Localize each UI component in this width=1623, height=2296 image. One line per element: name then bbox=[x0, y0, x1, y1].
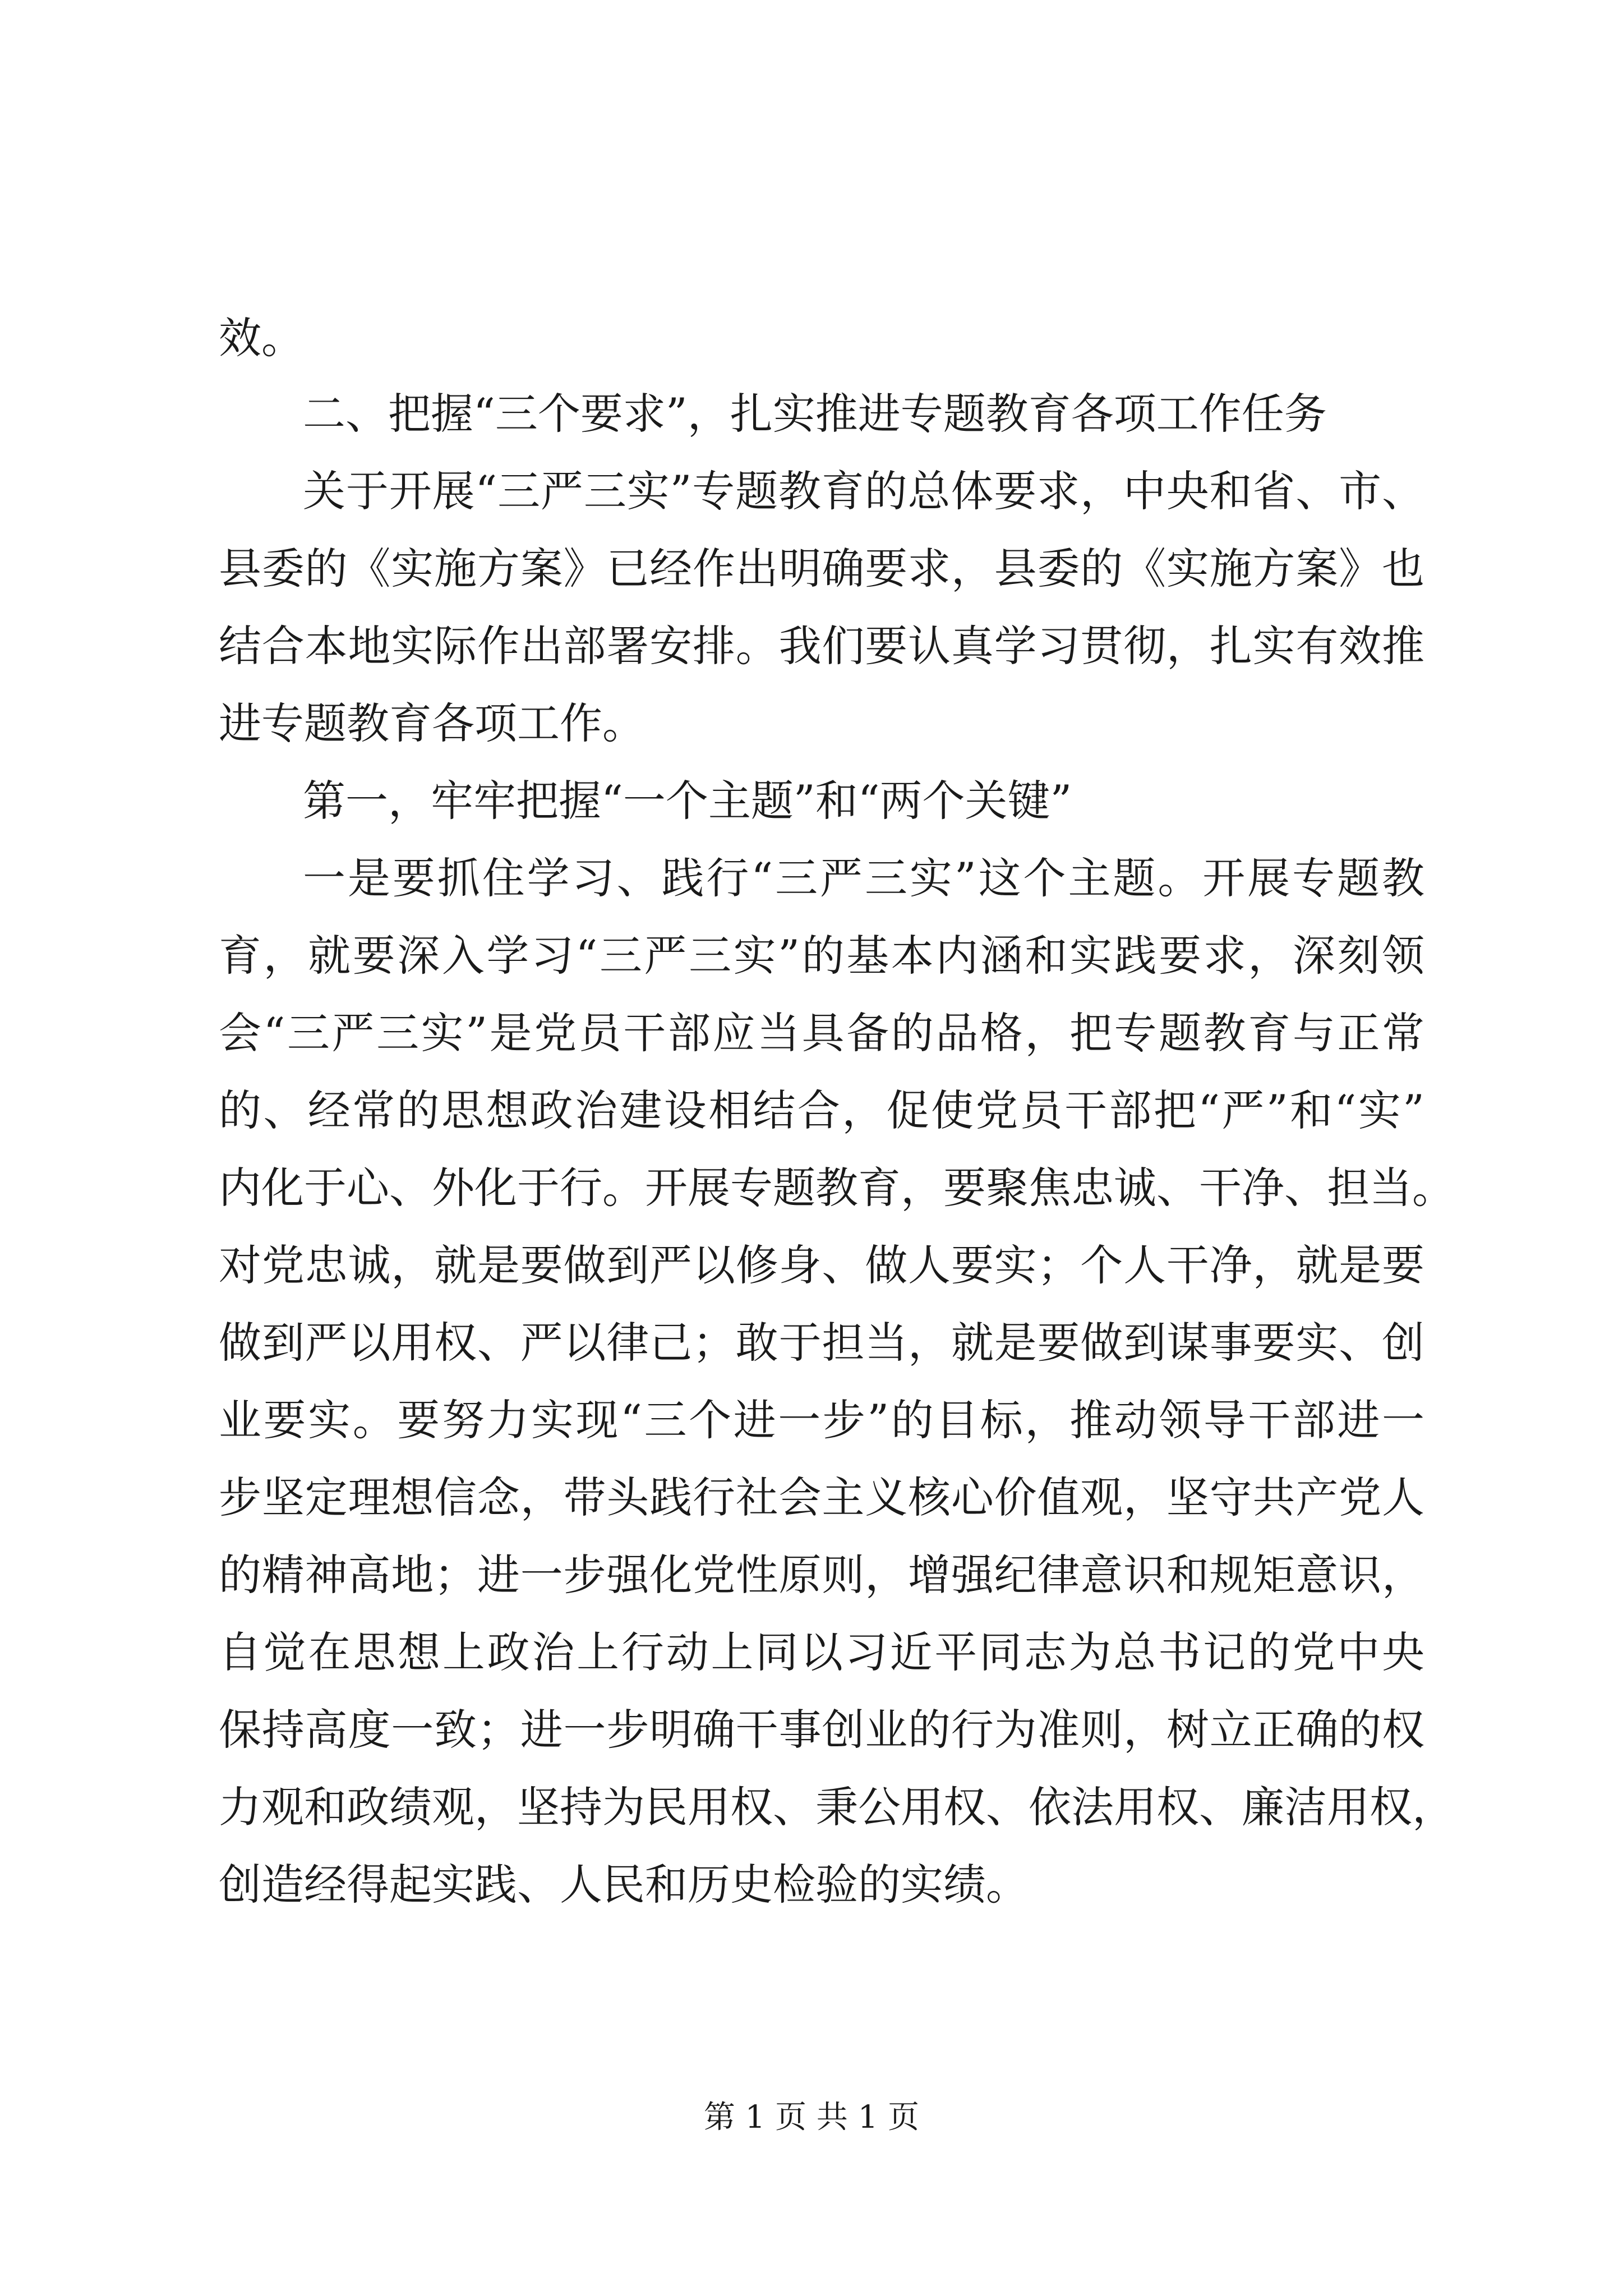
text-line-6: 进专题教育各项工作。 bbox=[219, 698, 645, 748]
text-line-1: 效。 bbox=[219, 313, 304, 363]
text-line-8: 一是要抓住学习、践行“三严三实”这个主题。开展专题教 bbox=[303, 853, 1424, 903]
text-line-20: 力观和政绩观，坚持为民用权、秉公用权、依法用权、廉洁用权， bbox=[219, 1782, 1455, 1832]
section-heading-2: 二、把握“三个要求”，扎实推进专题教育各项工作任务 bbox=[303, 389, 1327, 439]
text-line-15: 业要实。要努力实现“三个进一步”的目标，推动领导干部进一 bbox=[219, 1395, 1424, 1445]
text-line-4: 县委的《实施方案》已经作出明确要求，县委的《实施方案》也 bbox=[219, 544, 1424, 593]
text-line-9: 育，就要深入学习“三严三实”的基本内涵和实践要求，深刻领 bbox=[219, 931, 1424, 981]
text-line-13: 对党忠诚，就是要做到严以修身、做人要实；个人干净，就是要 bbox=[219, 1240, 1424, 1290]
text-line-10: 会“三严三实”是党员干部应当具备的品格，把专题教育与正常 bbox=[219, 1008, 1424, 1058]
text-line-19: 保持高度一致；进一步明确干事创业的行为准则，树立正确的权 bbox=[219, 1705, 1424, 1755]
text-line-3: 关于开展“三严三实”专题教育的总体要求，中央和省、市、 bbox=[303, 466, 1424, 516]
text-line-14: 做到严以用权、严以律己；敢于担当，就是要做到谋事要实、创 bbox=[219, 1318, 1424, 1368]
subsection-heading-1: 第一，牢牢把握“一个主题”和“两个关键” bbox=[303, 776, 1072, 826]
text-line-5: 结合本地实际作出部署安排。我们要认真学习贯彻，扎实有效推 bbox=[219, 621, 1424, 671]
text-line-17: 的精神高地；进一步强化党性原则，增强纪律意识和规矩意识， bbox=[219, 1550, 1424, 1600]
text-line-21: 创造经得起实践、人民和历史检验的实绩。 bbox=[219, 1860, 1029, 1910]
text-line-11: 的、经常的思想政治建设相结合，促使党员干部把“严”和“实” bbox=[219, 1085, 1424, 1135]
text-line-18: 自觉在思想上政治上行动上同以习近平同志为总书记的党中央 bbox=[219, 1627, 1424, 1677]
text-line-12: 内化于心、外化于行。开展专题教育，要聚焦忠诚、干净、担当。 bbox=[219, 1163, 1455, 1213]
page-footer: 第 1 页 共 1 页 bbox=[703, 2099, 920, 2136]
text-line-16: 步坚定理想信念，带头践行社会主义核心价值观，坚守共产党人 bbox=[219, 1473, 1424, 1522]
